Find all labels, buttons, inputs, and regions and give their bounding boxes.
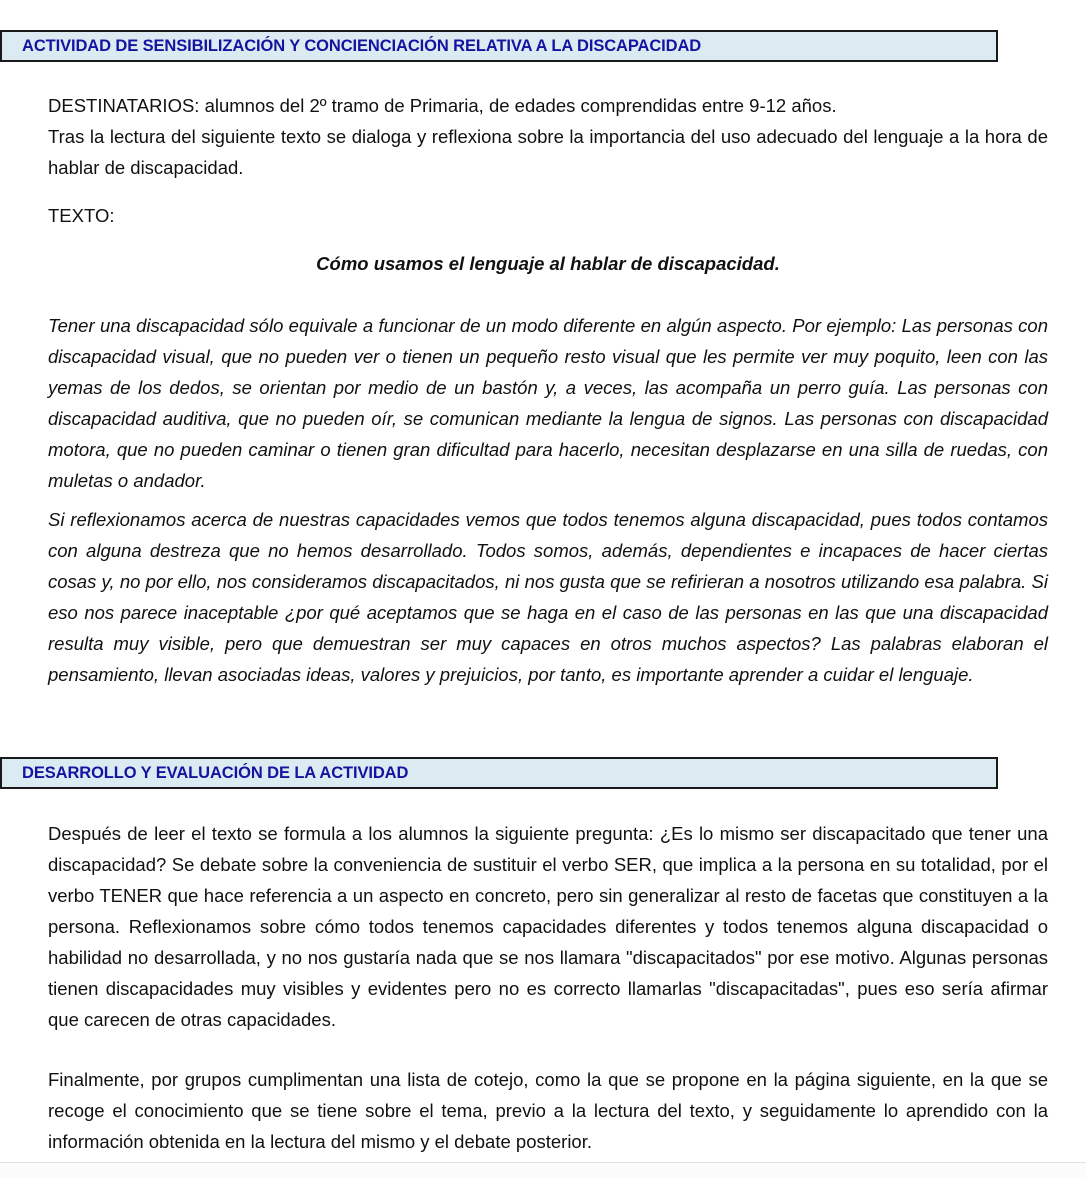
section-one-title: ACTIVIDAD DE SENSIBILIZACIÓN Y CONCIENCIACIÓN RELATIVA A LA DISCAPACIDAD (22, 36, 702, 55)
intro-paragraph: Tras la lectura del siguiente texto se dialoga y reflexiona sobre la importancia del uso adecuado del lenguaje a la hora de hablar de discapacidad. (48, 126, 1048, 178)
development-paragraph-2: Finalmente, por grupos cumplimentan una lista de cotejo, como la que se propone en la página siguiente, en la que se recoge el conocimiento que se tiene sobre el tema, previo a la lectura del texto, y seguidamente lo aprendido con la información obtenida en la lectura del mismo y el debate posterior. (48, 1069, 1048, 1152)
texto-label-wrap (48, 200, 1048, 231)
intro-paragraph-wrap (48, 121, 1048, 183)
reading-paragraph-1-wrap (48, 310, 1048, 496)
recipients-line: DESTINATARIOS: alumnos del 2º tramo de Primaria, de edades comprendidas entre 9-12 años. (48, 95, 837, 116)
section-one-heading-bar (0, 30, 1000, 62)
reading-paragraph-2: Si reflexionamos acerca de nuestras capacidades vemos que todos tenemos alguna discapacidad, pues todos contamos con alguna destreza que no hemos desarrollado. Todos somos, además, dependientes e incapaces de hacer ciertas cosas y, no por ello, nos consideramos discapacitados, ni nos gusta que se refirieran a nosotros utilizando esa palabra. Si eso nos parece inaceptable ¿por qué aceptamos que se haga en el caso de las personas en las que una discapacidad resulta muy visible, pero que demuestran ser muy capaces en otros muchos aspectos? Las palabras elaboran el pensamiento, llevan asociadas ideas, valores y prejuicios, por tanto, es importante aprender a cuidar el lenguaje. (48, 509, 1048, 685)
text-title: Cómo usamos el lenguaje al hablar de discapacidad. (316, 253, 780, 274)
page-bottom-band (0, 1163, 1086, 1179)
section-two-bar (0, 757, 998, 789)
section-one-bar (0, 30, 998, 62)
reading-paragraph-1: Tener una discapacidad sólo equivale a funcionar de un modo diferente en algún aspecto. Por ejemplo: Las personas con discapacidad visual, que no pueden ver o tienen un pequeño resto visual que les permite ver muy poquito, leen con las yemas de los dedos, se orientan por medio de un bastón y, a veces, las acompaña un perro guía. Las personas con discapacidad auditiva, que no pueden oír, se comunican mediante la lengua de signos. Las personas con discapacidad motora, que no pueden caminar o tienen gran dificultad para hacerlo, necesitan desplazarse en una silla de ruedas, con muletas o andador. (48, 315, 1048, 491)
section-two-heading-bar (0, 757, 1000, 789)
texto-label: TEXTO: (48, 205, 115, 226)
text-title-wrap (48, 253, 1048, 275)
section-two-title: DESARROLLO Y EVALUACIÓN DE LA ACTIVIDAD (22, 763, 409, 782)
development-paragraph-2-wrap (48, 1064, 1048, 1157)
reading-paragraph-2-wrap (48, 504, 1048, 690)
development-paragraph-1-wrap (48, 818, 1048, 1035)
development-paragraph-1: Después de leer el texto se formula a los alumnos la siguiente pregunta: ¿Es lo mismo ser discapacitado que tener una discapacidad? Se debate sobre la conveniencia de sustituir el verbo SER, que implica a la persona en su totalidad, por el verbo TENER que hace referencia a un aspecto en concreto, pero sin generalizar al resto de facetas que constituyen a la persona. Reflexionamos sobre cómo todos tenemos capacidades diferentes y todos tenemos alguna discapacidad o habilidad no desarrollada, y no nos gustaría nada que se nos llamara "discapacitados" por ese motivo. Algunas personas tienen discapacidades muy visibles y evidentes pero no es correcto llamarlas "discapacitadas", pues eso sería afirmar que carecen de otras capacidades. (48, 823, 1048, 1030)
recipients-line-wrap (48, 90, 1048, 121)
